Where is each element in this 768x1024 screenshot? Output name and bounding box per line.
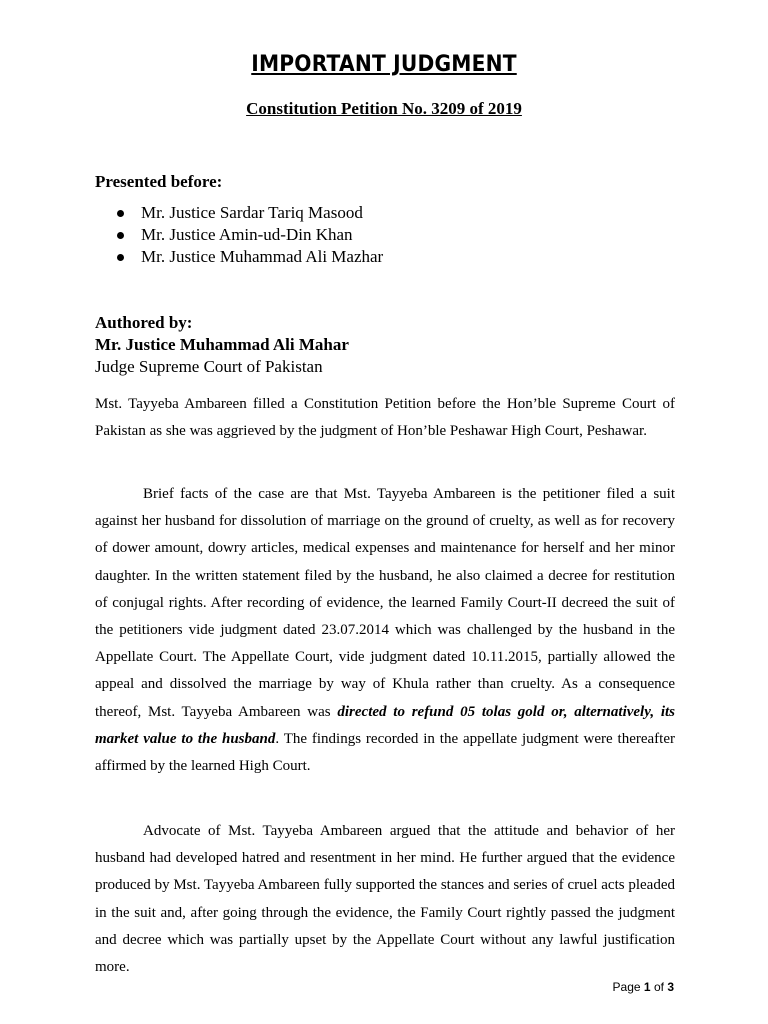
- presented-before-heading: Presented before:: [95, 172, 223, 191]
- authored-by-heading: Authored by:: [95, 313, 193, 332]
- paragraph-intro: Mst. Tayyeba Ambareen filled a Constitution Petition before the Hon’ble Supreme Court of Pakistan as she was aggrieved by the judgment of Hon’ble Peshawar High Court, Peshawar.: [95, 396, 675, 440]
- judge-name: Mr. Justice Amin-ud-Din Khan: [141, 225, 353, 244]
- paragraph-facts: [95, 481, 675, 780]
- bullet-icon: [117, 232, 124, 239]
- list-item: [95, 224, 595, 246]
- authored-by-block: [95, 312, 349, 378]
- paragraph-facts-text-end: . The findings recorded in the appellate judgment were thereafter affirmed by the learned High Court.: [95, 730, 675, 775]
- author-title: Judge Supreme Court of Pakistan: [95, 357, 323, 376]
- total-pages: 3: [667, 980, 674, 994]
- page-label: Page: [612, 980, 641, 994]
- document-title: IMPORTANT JUDGMENT: [251, 52, 517, 77]
- author-name: Mr. Justice Muhammad Ali Mahar: [95, 335, 349, 354]
- list-item: [95, 202, 595, 224]
- page-number: [613, 980, 674, 994]
- bullet-icon: [117, 254, 124, 261]
- current-page: 1: [643, 980, 651, 994]
- of-label: of: [653, 980, 664, 994]
- list-item: [95, 246, 595, 268]
- petition-number: Constitution Petition No. 3209 of 2019: [246, 99, 522, 118]
- bullet-icon: [117, 210, 124, 217]
- paragraph-facts-text: Brief facts of the case are that Mst. Tayyeba Ambareen is the petitioner filed a suit against her husband for dissolution of marriage on the ground of cruelty, as well as for recovery of dower amount, dowry articles, medical expenses and maintenance for herself and her minor daughter. In the written statement filed by the husband, he also claimed a decree for restitution of conjugal rights. After recording of evidence, the learned Family Court-II decreed the suit of the petitioners vide judgment dated 23.07.2014 which was challenged by the husband in the Appellate Court. The Appellate Court, vide judgment dated 10.11.2015, partially allowed the appeal and dissolved the marriage by way of Khula rather than cruelty. As a consequence thereof, Mst. Tayyeba Ambareen was: [95, 486, 675, 720]
- paragraph-facts-emphasis: directed to refund 05 tolas gold or, alternatively, its market value to the husband: [95, 703, 675, 747]
- judge-name: Mr. Justice Muhammad Ali Mazhar: [141, 247, 384, 266]
- judge-name: Mr. Justice Sardar Tariq Masood: [141, 203, 363, 222]
- paragraph-arguments: Advocate of Mst. Tayyeba Ambareen argued that the attitude and behavior of her husband had developed hatred and resentment in her mind. He further argued that the evidence produced by Mst. Tayyeba Ambareen fully supported the stances and series of cruel acts pleaded in the suit and, after going through the evidence, the Family Court rightly passed the judgment and decree which was partially upset by the Appellate Court without any lawful justification more.: [95, 823, 675, 976]
- judges-list: [95, 202, 595, 268]
